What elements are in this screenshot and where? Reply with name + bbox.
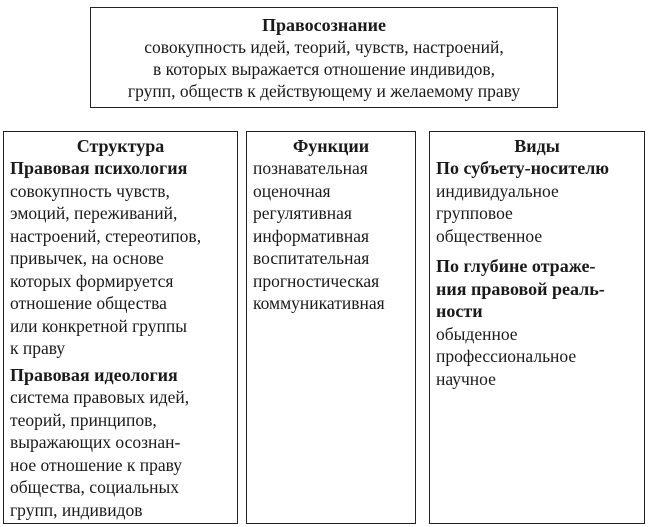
legal-psychology-line: эмоций, переживаний, [10,203,178,223]
function-item: регулятивная [253,203,352,223]
legal-ideology-title: Правовая идеология [10,364,178,385]
by-depth-title: ности [436,301,483,321]
by-depth-title: ния правовой реаль- [436,278,605,299]
legal-psychology-line: которых формируется [10,270,174,291]
legal-psychology-line: отношение общества [10,293,167,313]
types-title: Виды [514,136,560,156]
by-depth-item: профессиональное [436,346,577,366]
by-depth-item: научное [436,368,496,389]
definition-line: совокупность идей, теорий, чувств, настроений, [144,37,504,57]
legal-psychology-title: Правовая психология [10,158,188,178]
function-item: воспитательная [253,248,370,268]
by-subject-item: индивидуальное [436,180,559,201]
legal-consciousness-title: Правосознание [262,15,386,35]
structure-column [3,131,238,524]
function-item: коммуникативная [253,293,385,313]
legal-psychology-line: или конкретной группы [10,315,188,336]
legal-psychology-line: привычек, на основе [10,248,164,268]
types-column [429,131,645,524]
function-item: информативная [253,225,370,246]
legal-ideology-line: теорий, принципов, [10,409,157,430]
by-subject-item: общественное [436,225,543,246]
by-subject-title: По субъету-носителю [436,158,610,178]
legal-ideology-line: общества, социальных [10,477,180,497]
structure-title: Структура [76,136,165,156]
definition-line: в которых выражается отношение индивидов, [152,59,496,79]
function-item: прогностическая [253,270,380,291]
legal-consciousness-box [90,7,558,108]
definition-line: групп, обществ к действующему и желаемому праву [127,81,521,101]
legal-ideology-line: групп, индивидов [10,499,143,520]
function-item: познавательная [253,158,368,178]
legal-psychology-line: к праву [10,338,66,358]
legal-psychology-line: совокупность чувств, [10,180,170,201]
by-depth-item: обыденное [436,323,518,344]
functions-column [246,131,416,524]
by-depth-title: По глубине отраже- [436,256,596,276]
by-subject-item: групповое [436,203,513,223]
legal-psychology-line: настроений, стереотипов, [10,225,202,246]
legal-ideology-line: ное отношение к праву [10,454,183,475]
legal-ideology-line: выражающих осознан- [10,432,181,452]
function-item: оценочная [253,180,331,201]
functions-title: Функции [292,136,370,156]
legal-ideology-line: система правовых идей, [10,387,190,407]
